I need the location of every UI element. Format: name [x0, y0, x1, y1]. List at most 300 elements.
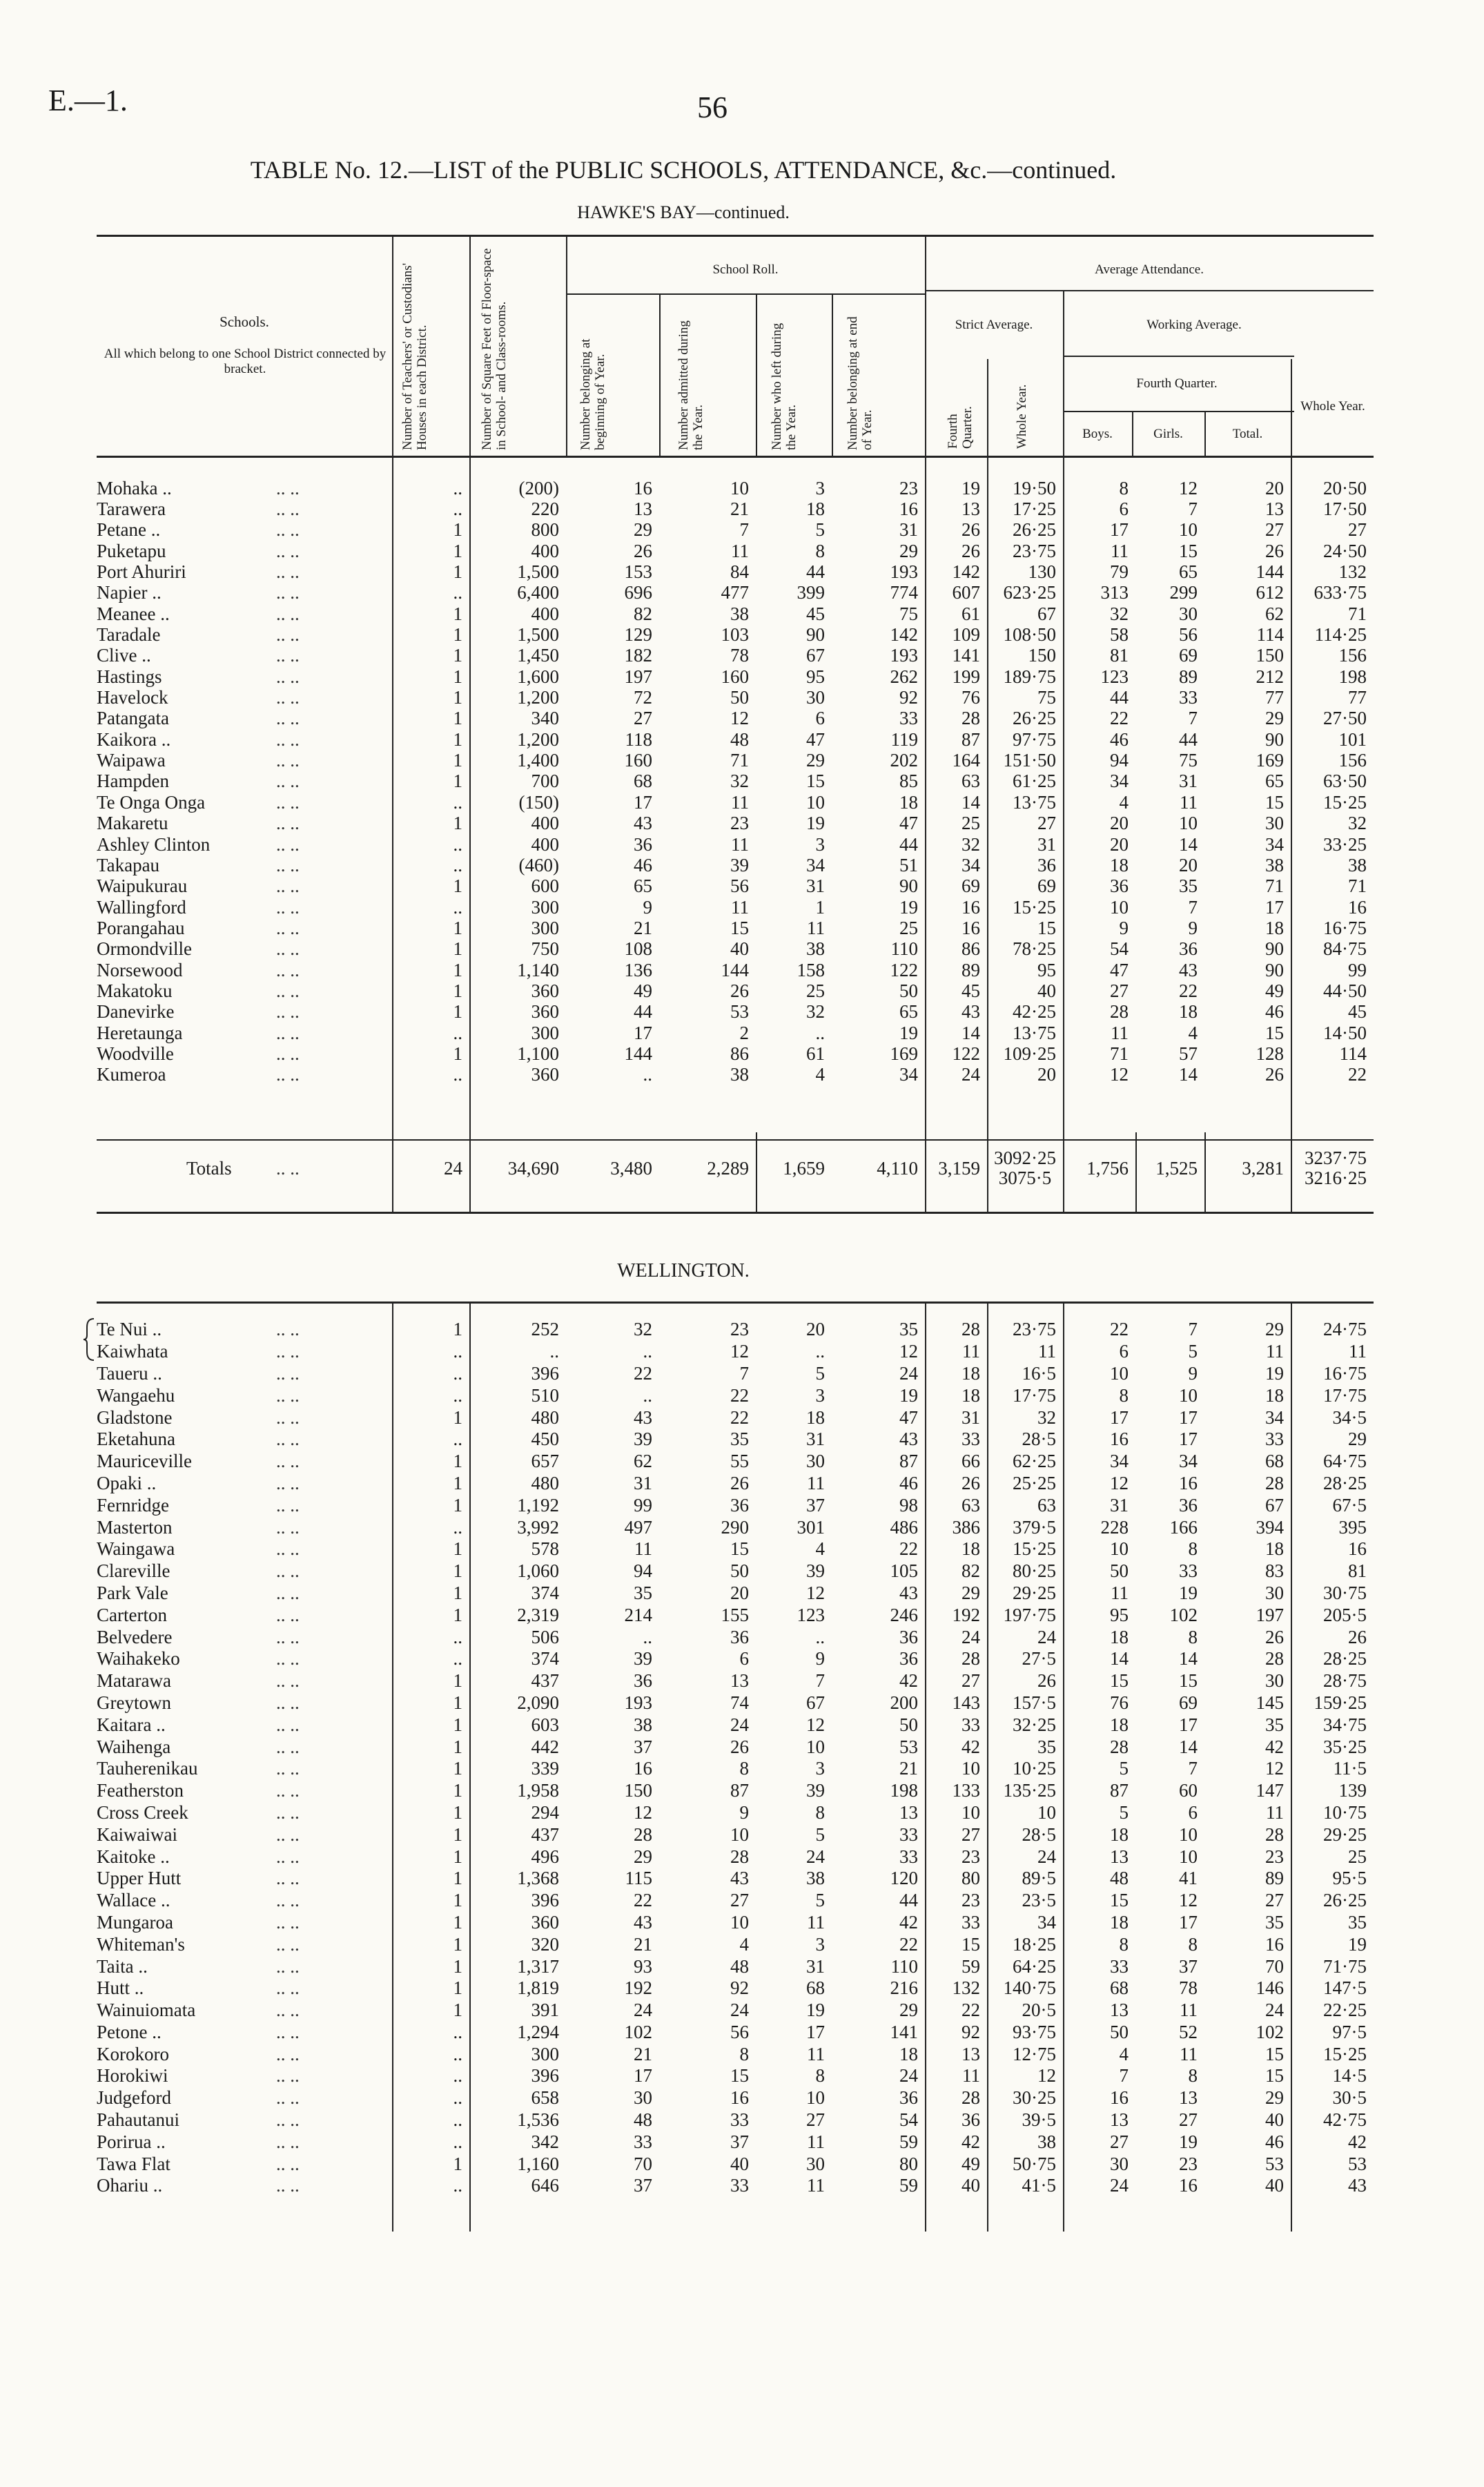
roll-left: 68	[806, 1977, 825, 1999]
school-name: Petane ..	[97, 519, 161, 541]
table-row	[97, 2043, 1374, 2065]
table-row	[97, 1648, 1374, 1670]
teachers-houses: ..	[453, 2043, 462, 2064]
total: 40	[1265, 2109, 1284, 2131]
girls: 10	[1179, 519, 1198, 541]
school-name: Eketahuna	[97, 1429, 175, 1450]
roll-admitted: 26	[730, 1472, 749, 1493]
floor-space: 658	[531, 2087, 559, 2109]
roll-end: 43	[899, 1429, 918, 1450]
roll-end: 486	[890, 1516, 918, 1538]
roll-left: 8	[815, 2065, 825, 2087]
school-name: Petone ..	[97, 2021, 162, 2042]
leader-dots: .. ..	[276, 1451, 300, 1472]
roll-left: ..	[815, 1022, 825, 1043]
roll-left: 34	[806, 855, 825, 875]
working-average-header: Working Average.	[1146, 318, 1242, 332]
roll-admitted: 39	[730, 855, 749, 875]
girls: 36	[1179, 1494, 1198, 1516]
roll-header-rule	[566, 293, 925, 295]
totals-whole-year	[1291, 1148, 1374, 1188]
roll-admitted: 87	[730, 1780, 749, 1801]
girls: 14	[1179, 1736, 1198, 1757]
school-name: Mohaka ..	[97, 478, 172, 499]
table-row	[97, 960, 1374, 980]
boys: 17	[1110, 1406, 1129, 1428]
strict-whole-year: 28·5	[1022, 1823, 1056, 1845]
floor-space: 300	[531, 918, 559, 938]
totals-roll-admitted: 2,289	[707, 1157, 749, 1179]
strict-whole-year: 140·75	[1003, 1977, 1056, 1999]
floor-space: 300	[531, 2043, 559, 2064]
whole-year: 27·50	[1323, 708, 1367, 729]
total: 23	[1265, 1846, 1284, 1867]
floor-space: 600	[531, 875, 559, 897]
floor-space: 1,500	[517, 561, 559, 583]
roll-left: 37	[806, 1494, 825, 1516]
leader-dots: .. ..	[276, 1846, 300, 1867]
teachers-houses: 1	[453, 561, 462, 583]
roll-begin: 13	[634, 499, 652, 520]
girls: 8	[1188, 1933, 1198, 1955]
leader-dots: .. ..	[276, 666, 300, 687]
boys: 6	[1119, 499, 1129, 520]
girls: 11	[1180, 792, 1198, 813]
roll-begin: ..	[643, 1384, 652, 1406]
floor-space: 339	[531, 1758, 559, 1779]
strict-whole-year: 67	[1037, 603, 1056, 624]
floor-space: 1,450	[517, 645, 559, 666]
roll-admitted: 22	[730, 1384, 749, 1406]
whole-year: 15·25	[1323, 792, 1367, 813]
floor-space: 360	[531, 1001, 559, 1023]
roll-left: 5	[815, 1890, 825, 1911]
roll-left: 5	[815, 1823, 825, 1845]
leader-dots: .. ..	[276, 645, 300, 666]
table-row	[97, 478, 1374, 499]
total: 70	[1265, 1955, 1284, 1977]
table-row	[97, 1933, 1374, 1955]
school-name: Cross Creek	[97, 1801, 188, 1823]
teachers-houses: 1	[453, 918, 462, 938]
roll-end: 18	[899, 792, 918, 813]
table-row	[97, 897, 1374, 918]
leader-dots: .. ..	[276, 1626, 300, 1647]
teachers-houses: 1	[453, 938, 462, 960]
roll-end: 33	[899, 708, 918, 729]
school-name: Ashley Clinton	[97, 833, 211, 855]
roll-admitted: 12	[730, 1341, 749, 1362]
hawkes-bay-totals	[97, 1148, 1374, 1188]
school-name: Wallingford	[97, 896, 186, 918]
teachers-houses: ..	[453, 1516, 462, 1538]
strict-whole-year: 69	[1037, 875, 1056, 897]
boys: 10	[1110, 896, 1129, 918]
roll-left-header: Number who left during the Year.	[770, 322, 799, 450]
roll-left: 67	[806, 645, 825, 666]
strict-fourth-quarter: 607	[952, 582, 980, 603]
teachers-houses: 1	[453, 645, 462, 666]
roll-end: 36	[899, 2087, 918, 2109]
strict-fourth-quarter: 164	[952, 750, 980, 771]
roll-left: 158	[797, 959, 825, 980]
strict-fourth-quarter: 43	[961, 1001, 980, 1023]
table-row	[97, 646, 1374, 666]
roll-left: 29	[806, 750, 825, 771]
table-row	[97, 2153, 1374, 2175]
girls: 17	[1179, 1911, 1198, 1933]
roll-end: 122	[890, 959, 918, 980]
whole-year: 198	[1338, 666, 1367, 687]
whole-year: 43	[1348, 2175, 1367, 2196]
school-name: Taita ..	[97, 1955, 148, 1977]
boys: 28	[1110, 1001, 1129, 1023]
girls: 23	[1179, 2153, 1198, 2174]
roll-end: 53	[899, 1736, 918, 1757]
totals-boys: 1,756	[1086, 1157, 1129, 1179]
boys: 5	[1119, 1758, 1129, 1779]
roll-end: 87	[899, 1451, 918, 1472]
strict-whole-year: 97·75	[1013, 729, 1056, 750]
table-row	[97, 1868, 1374, 1890]
total: 30	[1265, 1582, 1284, 1603]
roll-admitted: 27	[730, 1890, 749, 1911]
table-row	[97, 603, 1374, 624]
table-row	[97, 1736, 1374, 1758]
leader-dots: .. ..	[276, 1043, 300, 1064]
floor-space: 3,992	[517, 1516, 559, 1538]
whole-year: 633·75	[1314, 582, 1367, 603]
school-name: Mauriceville	[97, 1451, 192, 1472]
roll-admitted: 23	[730, 813, 749, 834]
total: 46	[1265, 2131, 1284, 2152]
teachers-houses: ..	[453, 833, 462, 855]
leader-dots: .. ..	[276, 875, 300, 897]
whole-year: 20·50	[1323, 478, 1367, 499]
roll-end: 202	[890, 750, 918, 771]
table-row	[97, 1384, 1374, 1406]
strict-fourth-quarter: 33	[961, 1911, 980, 1933]
whole-year: 156	[1338, 750, 1367, 771]
roll-admitted: 8	[739, 2043, 749, 2064]
total: 150	[1256, 645, 1284, 666]
boys: 313	[1100, 582, 1129, 603]
roll-left: 61	[806, 1043, 825, 1064]
strict-fourth-quarter: 13	[961, 499, 980, 520]
roll-left: 7	[815, 1670, 825, 1692]
leader-dots: .. ..	[276, 1714, 300, 1735]
leader-dots: .. ..	[276, 833, 300, 855]
school-name: Makatoku	[97, 980, 173, 1001]
floor-space: (150)	[518, 792, 559, 813]
whole-year: 34·5	[1332, 1406, 1367, 1428]
roll-end: 13	[899, 1801, 918, 1823]
total: 28	[1265, 1472, 1284, 1493]
boys: 58	[1110, 624, 1129, 646]
leader-dots: .. ..	[276, 1362, 300, 1384]
strict-fourth-quarter: 76	[961, 687, 980, 708]
leader-dots: .. ..	[276, 1319, 300, 1340]
strict-whole-year: 26·25	[1013, 708, 1056, 729]
boys: 27	[1110, 2131, 1129, 2152]
roll-admitted: 84	[730, 561, 749, 583]
girls: 30	[1179, 603, 1198, 624]
roll-end: 42	[899, 1670, 918, 1692]
roll-admitted: 26	[730, 980, 749, 1001]
roll-end: 21	[899, 1758, 918, 1779]
whole-year: 26·25	[1323, 1890, 1367, 1911]
roll-left: 47	[806, 729, 825, 750]
teachers-houses: 1	[453, 750, 462, 771]
whole-year: 28·25	[1323, 1648, 1367, 1670]
total: 18	[1265, 1538, 1284, 1560]
school-name: Hutt ..	[97, 1977, 144, 1999]
girls: 19	[1179, 1582, 1198, 1603]
total: 15	[1265, 1022, 1284, 1043]
whole-year: 26	[1348, 1626, 1367, 1647]
strict-fourth-quarter: 18	[961, 1362, 980, 1384]
strict-whole-year: 30·25	[1013, 2087, 1056, 2109]
roll-left: 11	[807, 1472, 825, 1493]
roll-begin: 43	[634, 1406, 652, 1428]
floor-space: 646	[531, 2175, 559, 2196]
total: 62	[1265, 603, 1284, 624]
roll-begin: 696	[624, 582, 652, 603]
girls: 17	[1179, 1406, 1198, 1428]
strict-whole-year: 80·25	[1013, 1560, 1056, 1582]
roll-end: 119	[890, 729, 918, 750]
boys: 8	[1119, 1384, 1129, 1406]
school-name: Wainuiomata	[97, 2000, 196, 2021]
strict-fourth-quarter: 33	[961, 1714, 980, 1735]
girls: 41	[1179, 1868, 1198, 1889]
roll-begin: 153	[624, 561, 652, 583]
girls: 22	[1179, 980, 1198, 1001]
wellington-top-rule	[97, 1301, 1374, 1304]
strict-whole-year: 18·25	[1013, 1933, 1056, 1955]
roll-left: 27	[806, 2109, 825, 2131]
floor-space: 1,317	[517, 1955, 559, 1977]
strict-whole-year: 64·25	[1013, 1955, 1056, 1977]
roll-admitted: 6	[739, 1648, 749, 1670]
teachers-houses: ..	[453, 1362, 462, 1384]
roll-end: 216	[890, 1977, 918, 1999]
boys: 33	[1110, 1955, 1129, 1977]
totals-label: Totals	[186, 1157, 232, 1179]
total: 35	[1265, 1714, 1284, 1735]
leader-dots: .. ..	[276, 2175, 300, 2196]
roll-end: 198	[890, 1780, 918, 1801]
table-row	[97, 1341, 1374, 1363]
floor-space: 220	[531, 499, 559, 520]
table-row	[97, 1890, 1374, 1912]
floor-space: 396	[531, 1890, 559, 1911]
total: 28	[1265, 1648, 1284, 1670]
girls: 7	[1188, 708, 1198, 729]
roll-end: 35	[899, 1319, 918, 1340]
school-name: Opaki ..	[97, 1472, 157, 1493]
teachers-houses: ..	[453, 2131, 462, 2152]
total: 90	[1265, 959, 1284, 980]
whole-year: 53	[1348, 2153, 1367, 2174]
girls: 37	[1179, 1955, 1198, 1977]
roll-end: 29	[899, 2000, 918, 2021]
roll-begin: 39	[634, 1429, 652, 1450]
girls: 12	[1179, 478, 1198, 499]
floor-space: 320	[531, 1933, 559, 1955]
boys: 13	[1110, 2000, 1129, 2021]
roll-end: 34	[899, 1064, 918, 1085]
roll-admitted: 71	[730, 750, 749, 771]
school-name: Danevirke	[97, 1001, 175, 1023]
floor-space: 391	[531, 2000, 559, 2021]
total: 46	[1265, 1001, 1284, 1023]
teachers-houses: 1	[453, 875, 462, 897]
boys: 15	[1110, 1670, 1129, 1692]
girls: 27	[1179, 2109, 1198, 2131]
school-name: Upper Hutt	[97, 1868, 182, 1889]
whole-year: 30·75	[1323, 1582, 1367, 1603]
total: 169	[1256, 750, 1284, 771]
boys: 28	[1110, 1736, 1129, 1757]
teachers-houses: 1	[453, 1582, 462, 1603]
teachers-houses: 1	[453, 959, 462, 980]
roll-begin: 17	[634, 792, 652, 813]
roll-end: 262	[890, 666, 918, 687]
roll-end: 246	[890, 1604, 918, 1625]
boys: 31	[1110, 1494, 1129, 1516]
roll-end: 18	[899, 2043, 918, 2064]
girls: 14	[1179, 1648, 1198, 1670]
strict-fourth-quarter: 10	[961, 1758, 980, 1779]
roll-end: 42	[899, 1911, 918, 1933]
roll-end: 54	[899, 2109, 918, 2131]
school-name: Judgeford	[97, 2087, 171, 2109]
strict-whole-year: 23·75	[1013, 1319, 1056, 1340]
strict-whole-year: 130	[1028, 561, 1056, 583]
boys: 16	[1110, 2087, 1129, 2109]
whole-year: 27	[1348, 519, 1367, 541]
girls: 65	[1179, 561, 1198, 583]
table-row	[97, 624, 1374, 645]
roll-begin: 93	[634, 1955, 652, 1977]
total: 15	[1265, 792, 1284, 813]
whole-year: 205·5	[1323, 1604, 1367, 1625]
whole-year: 77	[1348, 687, 1367, 708]
floor-space: 400	[531, 541, 559, 561]
roll-left: 44	[806, 561, 825, 583]
roll-admitted: 20	[730, 1582, 749, 1603]
strict-whole-year: 27·5	[1022, 1648, 1056, 1670]
school-name: Kaitara ..	[97, 1714, 166, 1735]
teachers-houses: 1	[453, 519, 462, 541]
table-row	[97, 813, 1374, 834]
totals-strict-year-1: 3092·25	[994, 1148, 1056, 1168]
girls: 56	[1179, 624, 1198, 646]
strict-whole-year: 26	[1037, 1670, 1056, 1692]
region-subtitle: HAWKE'S BAY—continued.	[577, 202, 790, 222]
table-row	[97, 1560, 1374, 1583]
floor-space: 374	[531, 1582, 559, 1603]
roll-admitted: 53	[730, 1001, 749, 1023]
roll-end: 110	[890, 1955, 918, 1977]
boys: 18	[1110, 1626, 1129, 1647]
totals-roll-end: 4,110	[877, 1157, 918, 1179]
roll-begin: 118	[625, 729, 652, 750]
roll-admitted: 10	[730, 1911, 749, 1933]
leader-dots: .. ..	[276, 1516, 300, 1538]
school-name: Te Nui ..	[97, 1319, 162, 1340]
roll-admitted: 477	[721, 582, 749, 603]
girls: 15	[1179, 1670, 1198, 1692]
roll-end: 193	[890, 645, 918, 666]
strict-whole-year: 61·25	[1013, 771, 1056, 792]
school-name: Hastings	[97, 666, 162, 687]
schools-header: Schools.	[219, 313, 269, 330]
total: 17	[1265, 896, 1284, 918]
totals-total: 3,281	[1242, 1157, 1284, 1179]
roll-begin: 144	[624, 1043, 652, 1064]
total: 18	[1265, 918, 1284, 938]
strict-fourth-quarter: 49	[961, 2153, 980, 2174]
girls: 4	[1188, 1022, 1198, 1043]
wellington-heading: WELLINGTON.	[617, 1260, 750, 1281]
leader-dots: .. ..	[276, 1648, 300, 1670]
strict-whole-year: 39·5	[1022, 2109, 1056, 2131]
school-name: Woodville	[97, 1043, 174, 1064]
strict-fourth-quarter: 14	[961, 792, 980, 813]
teachers-houses: ..	[453, 1341, 462, 1362]
roll-admitted: 15	[730, 1538, 749, 1560]
teachers-houses: 1	[453, 1692, 462, 1713]
average-attendance-header: Average Attendance.	[1095, 262, 1204, 277]
floor-space: 400	[531, 603, 559, 624]
roll-left: 3	[815, 1933, 825, 1955]
teachers-houses: 1	[453, 1714, 462, 1735]
roll-left: 67	[806, 1692, 825, 1713]
table-row	[97, 855, 1374, 875]
roll-end: 169	[890, 1043, 918, 1064]
district-bracket	[83, 1317, 97, 1362]
whole-year: 67·5	[1332, 1494, 1367, 1516]
school-name: Tarawera	[97, 499, 166, 520]
strict-whole-year: 20·5	[1022, 2000, 1056, 2021]
roll-admitted: 290	[721, 1516, 749, 1538]
strict-fourth-quarter: 26	[961, 1472, 980, 1493]
boys: 17	[1110, 519, 1129, 541]
whole-year: 63·50	[1323, 771, 1367, 792]
roll-begin: 48	[634, 2109, 652, 2131]
strict-whole-year: 32·25	[1013, 1714, 1056, 1735]
total: 19	[1265, 1362, 1284, 1384]
teachers-houses: 1	[453, 1604, 462, 1625]
roll-begin: 32	[634, 1319, 652, 1340]
roll-admitted: 7	[739, 519, 749, 541]
strict-fourth-quarter: 28	[961, 1319, 980, 1340]
strict-whole-year: 135·25	[1003, 1780, 1056, 1801]
teachers-houses: 1	[453, 1560, 462, 1582]
whole-year: 10·75	[1323, 1801, 1367, 1823]
total: 33	[1265, 1429, 1284, 1450]
teachers-houses: ..	[453, 1626, 462, 1647]
teachers-houses: 1	[453, 2000, 462, 2021]
girls: 69	[1179, 645, 1198, 666]
floor-space: 442	[531, 1736, 559, 1757]
girls: 6	[1188, 1801, 1198, 1823]
boys: 18	[1110, 1823, 1129, 1845]
total: 89	[1265, 1868, 1284, 1889]
total: 114	[1256, 624, 1284, 646]
